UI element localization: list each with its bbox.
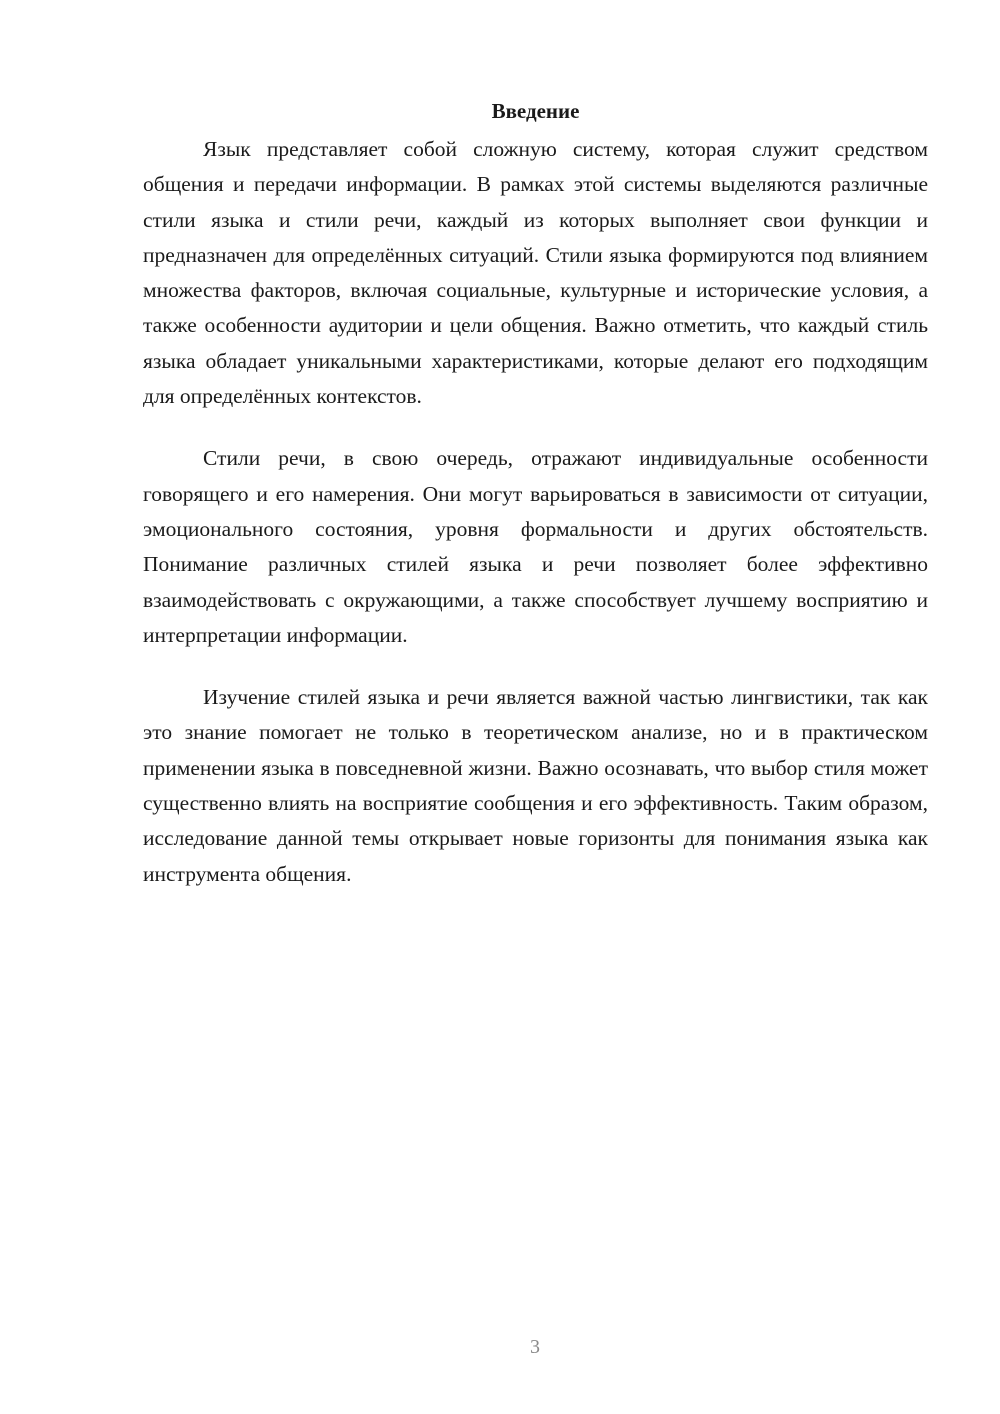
paragraph-3: Изучение стилей языка и речи является важной частью лингвистики, так как это знание помогает не только в теоретическом анализе, но и в практическом применении языка в повседневной жизни. Важно осознавать, что выбор стиля может существенно влиять на восприятие сообщения и его эффективность. Таким образом, исследование данной темы открывает новые горизонты для понимания языка как инструмента общения. — [143, 685, 928, 886]
section-title: Введение — [491, 99, 580, 123]
paragraph-2: Стили речи, в свою очередь, отражают индивидуальные особенности говорящего и его намерения. Они могут варьироваться в зависимости от ситуации, эмоционального состояния, уровня формальности и других обстоятельств. Понимание различных стилей языка и речи позволяет более эффективно взаимодействовать с окружающими, а также способствует лучшему восприятию и интерпретации информации. — [143, 446, 928, 647]
paragraph-1: Язык представляет собой сложную систему, которая служит средством общения и передачи информации. В рамках этой системы выделяются различные стили языка и стили речи, каждый из которых выполняет свои функции и предназначен для определённых ситуаций. Стили языка формируются под влиянием множества факторов, включая социальные, культурные и исторические условия, а также особенности аудитории и цели общения. Важно отметить, что каждый стиль языка обладает уникальными характеристиками, которые делают его подходящим для определённых контекстов. — [143, 137, 928, 409]
page-number: 3 — [530, 1336, 540, 1358]
